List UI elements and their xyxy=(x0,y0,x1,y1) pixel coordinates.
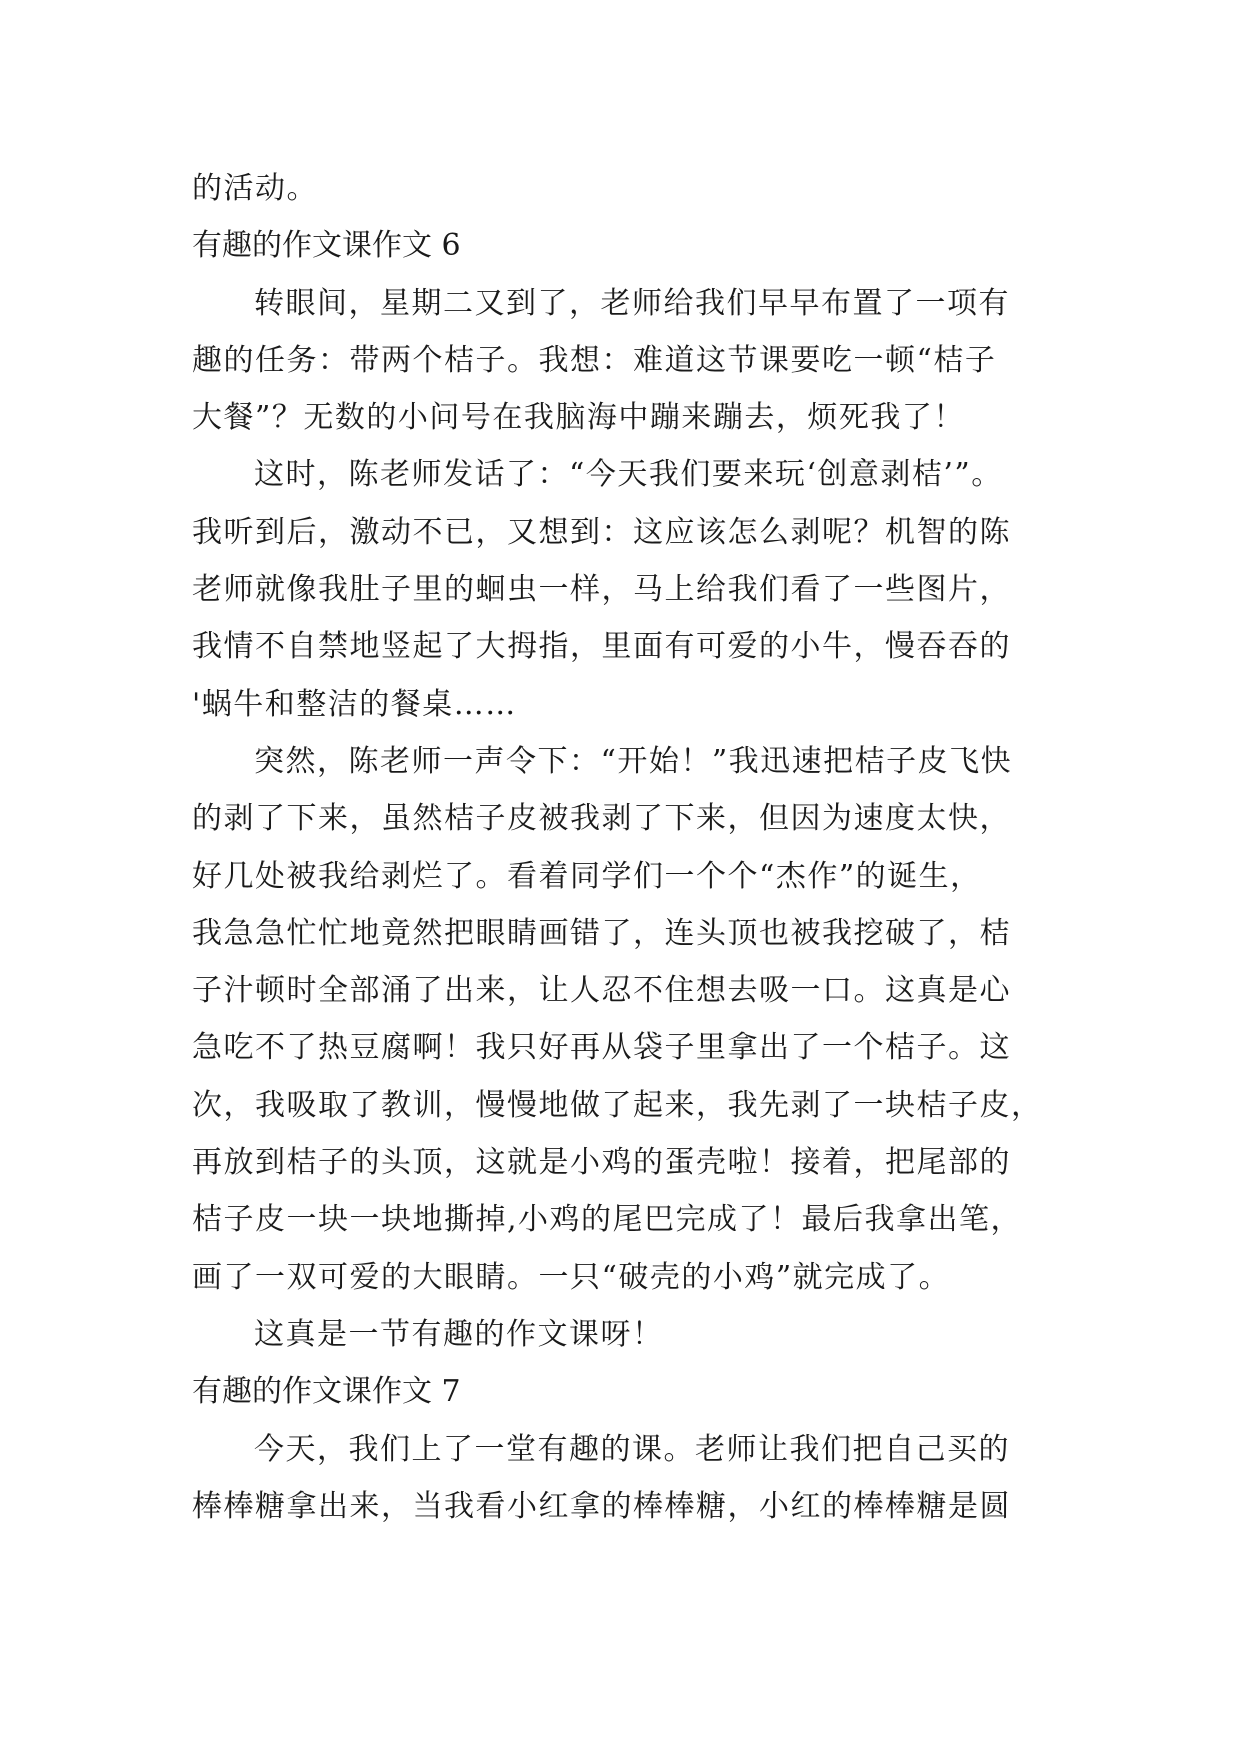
paragraph-first-line: 今天，我们上了一堂有趣的课。老师让我们把自己买的 xyxy=(254,1431,1010,1467)
text-line: 画了一双可爱的大眼睛。一只“破壳的小鸡”就完成了。 xyxy=(192,1259,951,1295)
text-line: 我听到后，激动不已，又想到：这应该怎么剥呢？机智的陈 xyxy=(192,514,1011,550)
text-line: 急吃不了热豆腐啊！我只好再从袋子里拿出了一个桔子。这 xyxy=(192,1030,1011,1066)
text-line: 的活动。 xyxy=(192,171,318,206)
text-line: 老师就像我肚子里的蛔虫一样，马上给我们看了一些图片， xyxy=(192,572,1011,608)
text-line: 再放到桔子的头顶，这就是小鸡的蛋壳啦！接着，把尾部的 xyxy=(192,1145,1011,1181)
text-line: '蜗牛和整洁的餐桌…… xyxy=(192,686,517,722)
text-line: 我情不自禁地竖起了大拇指，里面有可爱的小牛，慢吞吞的 xyxy=(192,629,1011,665)
text-line: 子汁顿时全部涌了出来，让人忍不住想去吸一口。这真是心 xyxy=(192,973,1011,1009)
text-line: 桔子皮一块一块地撕掉,小鸡的尾巴完成了！最后我拿出笔， xyxy=(192,1202,1023,1238)
paragraph-first-line: 转眼间，星期二又到了，老师给我们早早布置了一项有 xyxy=(254,285,1010,321)
text-line: 次，我吸取了教训，慢慢地做了起来，我先剥了一块桔子皮， xyxy=(192,1087,1043,1123)
text-line: 棒棒糖拿出来，当我看小红拿的棒棒糖，小红的棒棒糖是圆 xyxy=(192,1488,1011,1524)
text-line: 大餐”？无数的小问号在我脑海中蹦来蹦去，烦死我了！ xyxy=(192,400,965,436)
text-line: 好几处被我给剥烂了。看着同学们一个个“杰作”的诞生， xyxy=(192,858,982,894)
text-line: 我急急忙忙地竟然把眼睛画错了，连头顶也被我挖破了，桔 xyxy=(192,915,1011,951)
section-heading: 有趣的作文课作文 6 xyxy=(192,228,461,264)
paragraph-first-line: 这真是一节有趣的作文课呀！ xyxy=(254,1316,664,1352)
paragraph-first-line: 突然，陈老师一声令下：“开始！”我迅速把桔子皮飞快 xyxy=(254,743,1013,779)
document-body xyxy=(192,160,1054,1535)
paragraph-first-line: 这时，陈老师发话了：“今天我们要来玩‘创意剥桔’”。 xyxy=(254,457,1003,493)
text-line: 趣的任务：带两个桔子。我想：难道这节课要吃一顿“桔子 xyxy=(192,342,997,378)
text-line: 的剥了下来，虽然桔子皮被我剥了下来，但因为速度太快， xyxy=(192,801,1011,837)
section-heading: 有趣的作文课作文 7 xyxy=(192,1374,461,1410)
